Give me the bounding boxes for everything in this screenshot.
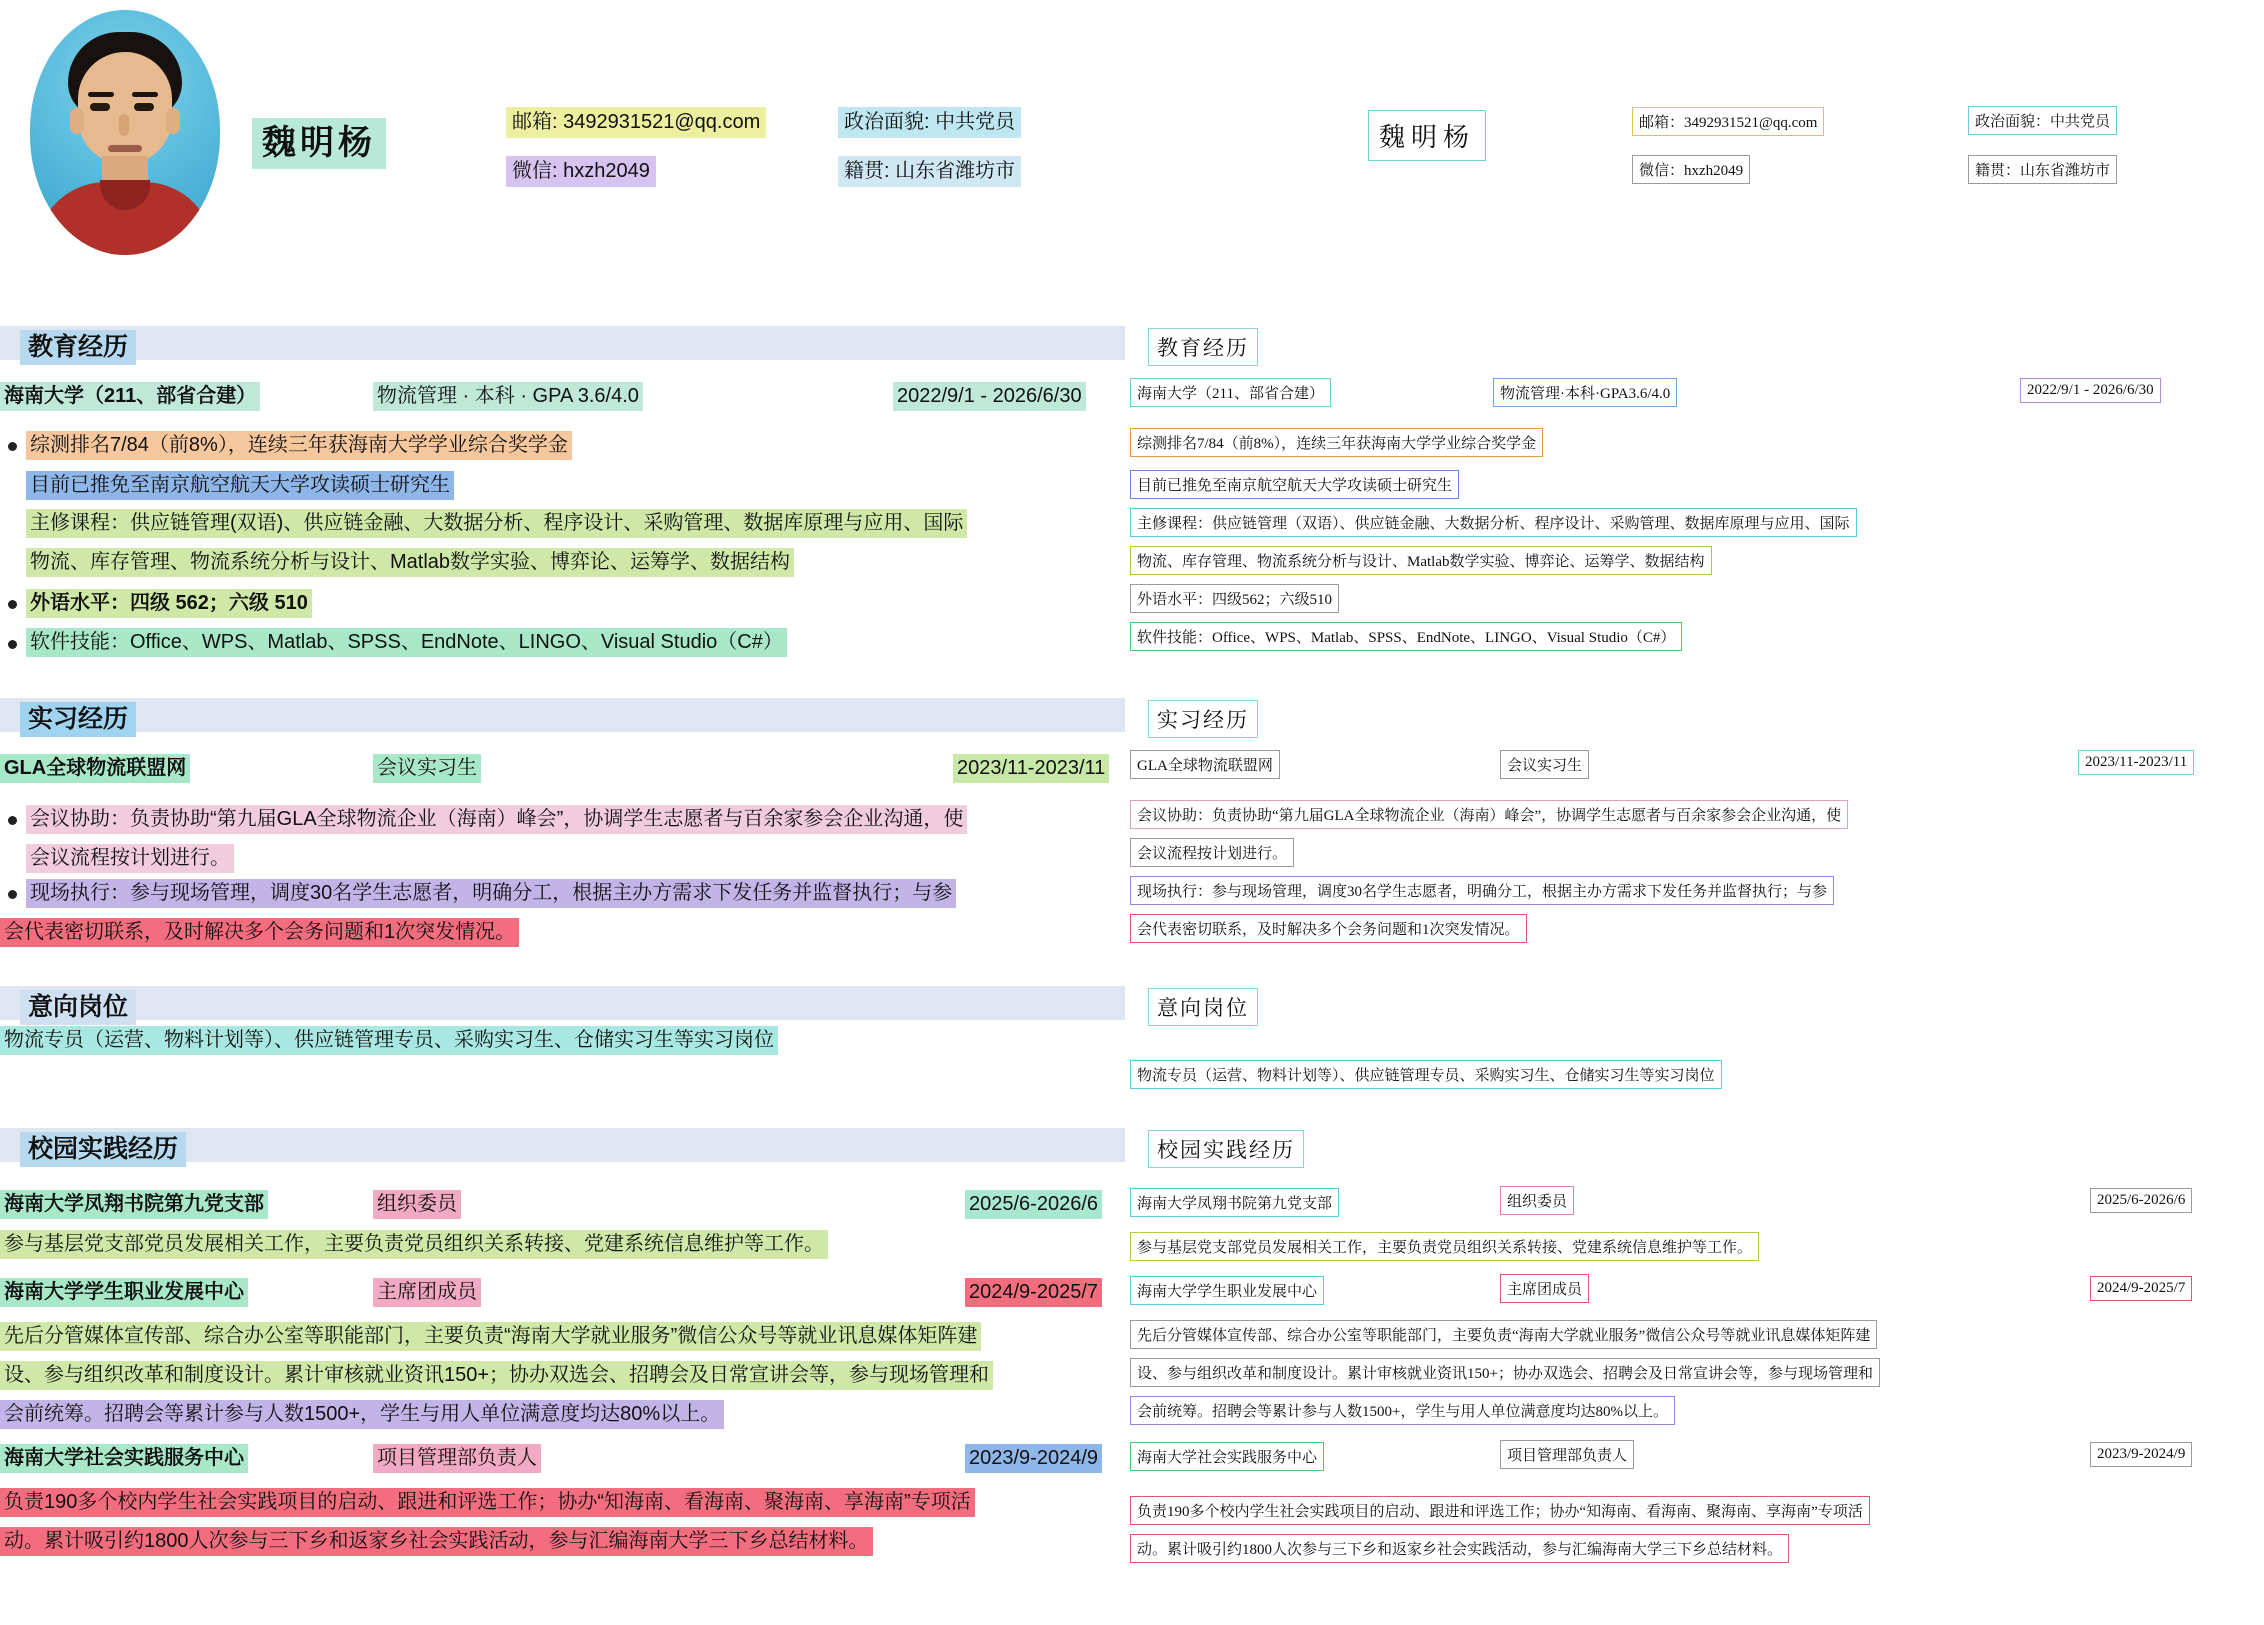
internship-b2-line2: 会代表密切联系，及时解决多个会务问题和1次突发情况。 (0, 918, 519, 947)
campus-org-2-right: 海南大学学生职业发展中心 (1130, 1276, 1324, 1305)
campus-date-2: 2024/9-2025/7 (965, 1278, 1102, 1307)
education-courses-line2-right: 物流、库存管理、物流系统分析与设计、Matlab数学实验、博弈论、运筹学、数据结构 (1130, 546, 1712, 575)
internship-b1-line1: 会议协助：负责协助“第九届GLA全球物流企业（海南）峰会”，协调学生志愿者与百余家参会企业沟通，使 (26, 805, 967, 834)
education-language-right: 外语水平：四级562；六级510 (1130, 584, 1339, 613)
campus-org-2: 海南大学学生职业发展中心 (0, 1278, 248, 1307)
intent-text: 物流专员（运营、物料计划等）、供应链管理专员、采购实习生、仓储实习生等实习岗位 (0, 1026, 778, 1055)
education-courses-line1-right: 主修课程：供应链管理（双语）、供应链金融、大数据分析、程序设计、采购管理、数据库原理与应用、国际 (1130, 508, 1857, 537)
political-status-text-right: 政治面貌：中共党员 (1968, 106, 2117, 135)
internship-role-right: 会议实习生 (1500, 750, 1589, 779)
candidate-name-right: 魏明杨 (1368, 110, 1486, 161)
education-software: 软件技能：Office、WPS、Matlab、SPSS、EndNote、LINGO、Visual Studio（C#） (26, 628, 787, 657)
section-title-intent-right: 意向岗位 (1148, 988, 1258, 1026)
intent-text-right: 物流专员（运营、物料计划等）、供应链管理专员、采购实习生、仓储实习生等实习岗位 (1130, 1060, 1722, 1089)
internship-role: 会议实习生 (373, 754, 481, 783)
campus-desc-1-line1-right: 参与基层党支部党员发展相关工作，主要负责党员组织关系转接、党建系统信息维护等工作。 (1130, 1232, 1759, 1261)
internship-b2-line1: 现场执行：参与现场管理，调度30名学生志愿者，明确分工，根据主办方需求下发任务并监督执行；与参 (26, 879, 956, 908)
bullet-dot (8, 600, 17, 609)
campus-desc-3-line1-right: 负责190多个校内学生社会实践项目的启动、跟进和评选工作；协办“知海南、看海南、聚海南、享海南”专项活 (1130, 1496, 1870, 1525)
education-rank-right: 综测排名7/84（前8%），连续三年获海南大学学业综合奖学金 (1130, 428, 1543, 457)
campus-org-3-right: 海南大学社会实践服务中心 (1130, 1442, 1324, 1471)
campus-desc-3-line2-right: 动。累计吸引约1800人次参与三下乡和返家乡社会实践活动，参与汇编海南大学三下乡总结材料。 (1130, 1534, 1789, 1563)
education-school: 海南大学（211、部省合建） (0, 382, 260, 411)
internship-b1-line2: 会议流程按计划进行。 (26, 844, 234, 873)
bullet-dot (8, 890, 17, 899)
section-bar-internship (0, 698, 1125, 732)
campus-desc-2-line2-right: 设、参与组织改革和制度设计。累计审核就业资讯150+；协办双选会、招聘会及日常宣讲会等，参与现场管理和 (1130, 1358, 1880, 1387)
brow-right (132, 92, 158, 97)
campus-desc-3-line1: 负责190多个校内学生社会实践项目的启动、跟进和评选工作；协办“知海南、看海南、聚海南、享海南”专项活 (0, 1488, 975, 1517)
education-school-right: 海南大学（211、部省合建） (1130, 378, 1331, 407)
internship-date: 2023/11-2023/11 (953, 754, 1109, 783)
eye-left (90, 103, 110, 111)
education-major-right: 物流管理·本科·GPA3.6/4.0 (1493, 378, 1677, 407)
hometown-text: 籍贯: 山东省潍坊市 (838, 156, 1021, 187)
ear-right (166, 108, 180, 134)
candidate-name: 魏明杨 (252, 118, 386, 169)
political-status-text: 政治面貌: 中共党员 (838, 107, 1021, 138)
campus-role-1-right: 组织委员 (1500, 1186, 1574, 1215)
brow-left (88, 92, 114, 97)
internship-b2-line1-right: 现场执行：参与现场管理，调度30名学生志愿者，明确分工，根据主办方需求下发任务并监督执行；与参 (1130, 876, 1834, 905)
avatar (30, 10, 220, 255)
internship-b1-line1-right: 会议协助：负责协助“第九届GLA全球物流企业（海南）峰会”，协调学生志愿者与百余家参会企业沟通，使 (1130, 800, 1848, 829)
campus-date-1: 2025/6-2026/6 (965, 1190, 1102, 1219)
campus-desc-2-line1-right: 先后分管媒体宣传部、综合办公室等职能部门，主要负责“海南大学就业服务”微信公众号等就业讯息媒体矩阵建 (1130, 1320, 1877, 1349)
section-title-intent: 意向岗位 (20, 990, 136, 1025)
section-title-campus: 校园实践经历 (20, 1132, 186, 1167)
education-software-right: 软件技能：Office、WPS、Matlab、SPSS、EndNote、LINGO、Visual Studio（C#） (1130, 622, 1682, 651)
campus-role-3-right: 项目管理部负责人 (1500, 1440, 1634, 1469)
education-recommend-right: 目前已推免至南京航空航天大学攻读硕士研究生 (1130, 470, 1459, 499)
education-major: 物流管理 · 本科 · GPA 3.6/4.0 (373, 382, 643, 411)
campus-role-2: 主席团成员 (373, 1278, 481, 1307)
campus-date-1-right: 2025/6-2026/6 (2090, 1188, 2192, 1213)
campus-desc-2-line3-right: 会前统筹。招聘会等累计参与人数1500+，学生与用人单位满意度均达80%以上。 (1130, 1396, 1675, 1425)
internship-date-right: 2023/11-2023/11 (2078, 750, 2194, 775)
bullet-dot (8, 442, 17, 451)
education-courses-line2: 物流、库存管理、物流系统分析与设计、Matlab数学实验、博弈论、运筹学、数据结构 (26, 548, 794, 577)
education-courses-line1: 主修课程：供应链管理(双语)、供应链金融、大数据分析、程序设计、采购管理、数据库原理与应用、国际 (26, 509, 967, 538)
education-language: 外语水平：四级 562；六级 510 (26, 589, 312, 618)
ear-left (70, 108, 84, 134)
education-date-right: 2022/9/1 - 2026/6/30 (2020, 378, 2161, 403)
internship-org: GLA全球物流联盟网 (0, 754, 190, 783)
internship-b2-line2-right: 会代表密切联系，及时解决多个会务问题和1次突发情况。 (1130, 914, 1527, 943)
education-recommend: 目前已推免至南京航空航天大学攻读硕士研究生 (26, 471, 454, 500)
internship-b1-line2-right: 会议流程按计划进行。 (1130, 838, 1294, 867)
campus-date-3-right: 2023/9-2024/9 (2090, 1442, 2192, 1467)
campus-org-1: 海南大学凤翔书院第九党支部 (0, 1190, 268, 1219)
email-text-right: 邮箱：3492931521@qq.com (1632, 107, 1824, 136)
section-title-education-right: 教育经历 (1148, 328, 1258, 366)
bullet-dot (8, 816, 17, 825)
campus-desc-2-line2: 设、参与组织改革和制度设计。累计审核就业资讯150+；协办双选会、招聘会及日常宣讲会等，参与现场管理和 (0, 1361, 993, 1390)
education-date: 2022/9/1 - 2026/6/30 (893, 382, 1086, 411)
campus-role-3: 项目管理部负责人 (373, 1444, 541, 1473)
email-text: 邮箱: 3492931521@qq.com (506, 107, 766, 138)
campus-date-3: 2023/9-2024/9 (965, 1444, 1102, 1473)
campus-org-3: 海南大学社会实践服务中心 (0, 1444, 248, 1473)
hometown-text-right: 籍贯：山东省潍坊市 (1968, 155, 2117, 184)
campus-role-2-right: 主席团成员 (1500, 1274, 1589, 1303)
campus-org-1-right: 海南大学凤翔书院第九党支部 (1130, 1188, 1339, 1217)
campus-desc-1-line1: 参与基层党支部党员发展相关工作，主要负责党员组织关系转接、党建系统信息维护等工作。 (0, 1230, 828, 1259)
campus-date-2-right: 2024/9-2025/7 (2090, 1276, 2192, 1301)
campus-desc-2-line3: 会前统筹。招聘会等累计参与人数1500+，学生与用人单位满意度均达80%以上。 (0, 1400, 724, 1429)
wechat-text-right: 微信：hxzh2049 (1632, 155, 1750, 184)
section-bar-intent (0, 986, 1125, 1020)
eye-right (134, 103, 154, 111)
campus-desc-3-line2: 动。累计吸引约1800人次参与三下乡和返家乡社会实践活动，参与汇编海南大学三下乡总结材料。 (0, 1527, 873, 1556)
internship-org-right: GLA全球物流联盟网 (1130, 750, 1280, 779)
campus-role-1: 组织委员 (373, 1190, 461, 1219)
bullet-dot (8, 640, 17, 649)
education-rank: 综测排名7/84（前8%），连续三年获海南大学学业综合奖学金 (26, 431, 572, 460)
section-title-campus-right: 校园实践经历 (1148, 1130, 1304, 1168)
mouth (108, 145, 142, 152)
section-title-internship-right: 实习经历 (1148, 700, 1258, 738)
wechat-text: 微信: hxzh2049 (506, 156, 656, 187)
nose (119, 114, 129, 136)
section-bar-education (0, 326, 1125, 360)
campus-desc-2-line1: 先后分管媒体宣传部、综合办公室等职能部门，主要负责“海南大学就业服务”微信公众号等就业讯息媒体矩阵建 (0, 1322, 981, 1351)
section-title-internship: 实习经历 (20, 702, 136, 737)
section-title-education: 教育经历 (20, 330, 136, 365)
